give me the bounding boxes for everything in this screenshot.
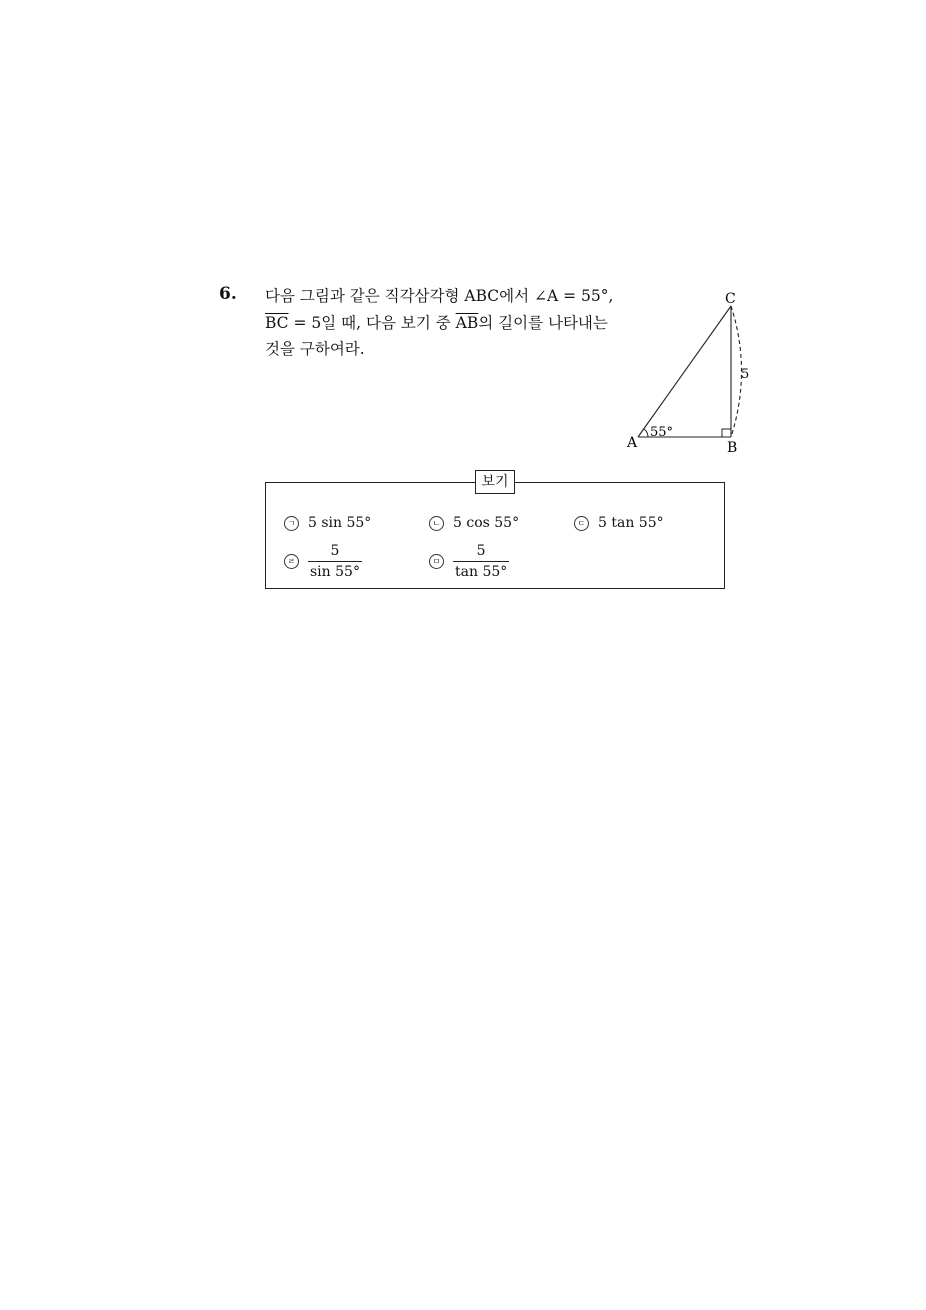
choice-marker-3: ㄷ	[574, 516, 589, 531]
choice-marker-4: ㄹ	[284, 554, 299, 569]
side-bc-dimension-arc	[731, 306, 742, 437]
question-number: 6.	[219, 284, 237, 304]
segment-ab: $\overline{AB}$	[455, 313, 479, 332]
choice-fraction-5	[453, 543, 509, 580]
choice-num-5: 5	[476, 543, 486, 559]
choice-3	[574, 515, 664, 531]
choice-expr-1: 5 sin 55°	[308, 515, 372, 531]
choice-expr-3: 5 tan 55°	[598, 515, 664, 531]
choice-marker-5: ㅁ	[429, 554, 444, 569]
side-label-5: 5	[741, 367, 750, 382]
side-ac	[638, 306, 731, 437]
choice-4	[284, 543, 362, 580]
label-a: A	[627, 435, 638, 451]
question-line-1: 다음 그림과 같은 직각삼각형 ABC에서 ∠A = 55°,	[265, 287, 614, 305]
choice-den-5: tan 55°	[453, 561, 509, 580]
question-line-3: 것을 구하여라.	[265, 340, 365, 358]
choice-marker-2: ㄴ	[429, 516, 444, 531]
choices-title: 보기	[475, 470, 515, 494]
segment-bc: $\overline{BC}$	[265, 313, 289, 332]
choice-marker-1: ㄱ	[284, 516, 299, 531]
question-line-2-part-b: 의 길이를 나타내는	[478, 313, 608, 332]
label-b: B	[727, 440, 738, 456]
choice-1	[284, 515, 371, 531]
choice-5	[429, 543, 509, 580]
choice-den-4: sin 55°	[308, 561, 362, 580]
angle-label: 55°	[650, 425, 674, 440]
choice-2	[429, 515, 519, 531]
right-angle-mark	[722, 429, 731, 437]
label-c: C	[725, 291, 736, 307]
angle-a-arc	[644, 429, 648, 437]
choice-fraction-4	[308, 543, 362, 580]
choice-num-4: 5	[330, 543, 340, 559]
choice-expr-2: 5 cos 55°	[453, 515, 520, 531]
question-line-2-part-a: = 5일 때, 다음 보기 중	[288, 313, 456, 332]
